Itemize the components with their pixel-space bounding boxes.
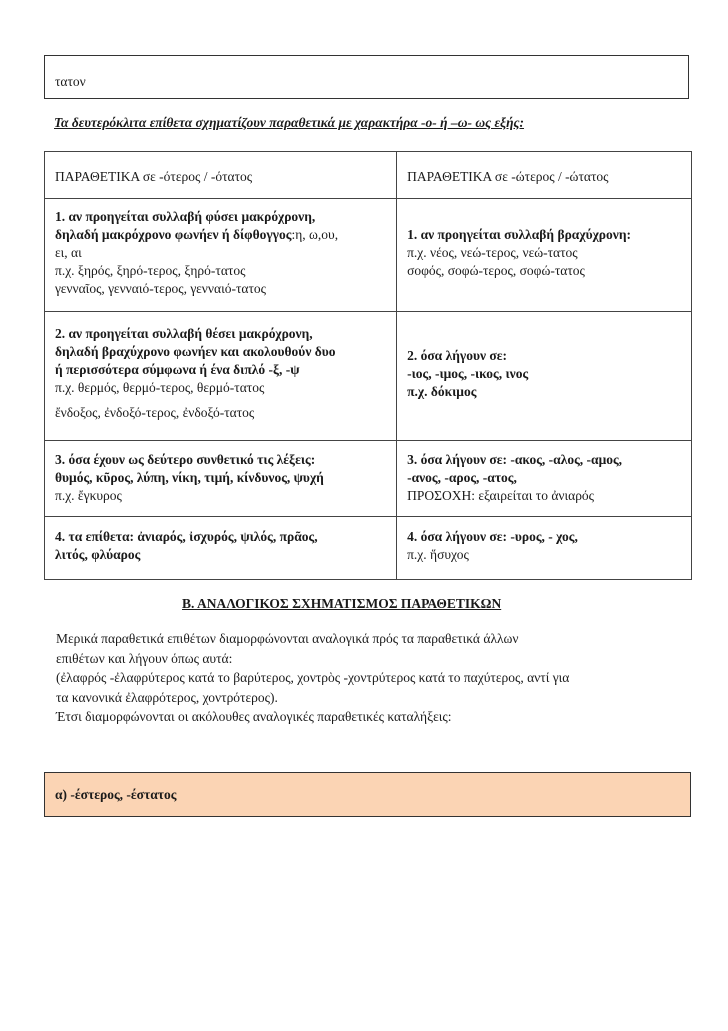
section-heading: Β. ΑΝΑΛΟΓΙΚΟΣ ΣΧΗΜΑΤΙΣΜΟΣ ΠΑΡΑΘΕΤΙΚΩΝ (182, 596, 502, 611)
row1-right-line3: σοφός, σοφώ-τερος, σοφώ-τατος (407, 263, 585, 278)
row1-left-line1: 1. αν προηγείται συλλαβή φύσει μακρόχρονη, (55, 209, 316, 224)
row1-left-line4: π.χ. ξηρός, ξηρό-τερος, ξηρό-τατος (55, 263, 246, 278)
row3-right-line3: ΠΡΟΣΟΧΗ: εξαιρείται το ἀνιαρός (407, 488, 595, 503)
row1-left-line5: γενναῖος, γενναιό-τερος, γενναιό-τατος (55, 281, 266, 296)
row4-right-line2: π.χ. ἥσυχος (407, 547, 469, 562)
row3-left (45, 441, 397, 517)
row1-left-line2 (55, 226, 396, 244)
row4-right (397, 517, 692, 580)
row4-left (45, 517, 397, 580)
row1-right-line1: 1. αν προηγείται συλλαβή βραχύχρονη: (407, 227, 631, 242)
row1-left-line2-bold: δηλαδή μακρόχρονο φωνήεν ή δίφθογγος (55, 227, 292, 242)
header-right: ΠΑΡΑΘΕΤΙΚΑ σε -ώτερος / -ώτατος (397, 152, 692, 199)
paragraph-line: επιθέτων και λήγουν όπως αυτά: (56, 650, 233, 666)
row1-right (397, 199, 692, 312)
top-text-box (44, 55, 689, 99)
row2-left (45, 312, 397, 441)
row3-right (397, 441, 692, 517)
row4-left-line1: 4. τα επίθετα: ἀνιαρός, ἰσχυρός, ψιλός, πρᾶος, (55, 529, 318, 544)
top-box-text: τατον (55, 74, 86, 89)
row2-right-line2: -ιος, -ιμος, -ικος, ινος (407, 366, 529, 381)
explanation-paragraph (56, 629, 686, 727)
row2-left-line4: π.χ. θερμός, θερμό-τερος, θερμό-τατος (55, 380, 265, 395)
row4-right-line1: 4. όσα λήγουν σε: -υρος, - χος, (407, 529, 578, 544)
row2-left-line2: δηλαδή βραχύχρονο φωνήεν και ακολουθούν δυο (55, 344, 336, 359)
row3-left-line3: π.χ. ἔγκυρος (55, 488, 122, 503)
row1-left (45, 199, 397, 312)
row3-left-line1: 3. όσα έχουν ως δεύτερο συνθετικό τις λέξεις: (55, 452, 316, 467)
row2-left-line1: 2. αν προηγείται συλλαβή θέσει μακρόχρονη, (55, 326, 313, 341)
row2-right (397, 312, 692, 441)
row1-right-line2: π.χ. νέος, νεώ-τερος, νεώ-τατος (407, 245, 578, 260)
row2-left-line5: ἔνδοξος, ἐνδοξό-τερος, ἐνδοξό-τατος (55, 405, 255, 420)
suffix-highlight-text: α) -έστερος, -έστατος (55, 787, 177, 802)
row1-left-line3: ει, αι (55, 245, 82, 260)
row2-right-line1: 2. όσα λήγουν σε: (407, 348, 507, 363)
row3-right-line1: 3. όσα λήγουν σε: -ακος, -αλος, -αμος, (407, 452, 623, 467)
row2-left-line3: ή περισσότερα σύμφωνα ή ένα διπλό -ξ, -ψ (55, 362, 300, 377)
paragraph-line: (ἐλαφρός -ἐλαφρύτερος κατά το βαρύτερος, χοντρὸς -χοντρύτερος κατά το παχύτερος, αντί για (56, 670, 570, 685)
row4-left-line2: λιτός, φλύαρος (55, 547, 141, 562)
comparatives-table (44, 151, 692, 580)
row3-right-line2: -ανος, -αρος, -ατος, (407, 470, 517, 485)
suffix-highlight-box (44, 772, 691, 817)
header-left: ΠΑΡΑΘΕΤΙΚΑ σε -ότερος / -ότατος (45, 152, 397, 199)
paragraph-line: Έτσι διαμορφώνονται οι ακόλουθες αναλογικές παραθετικές καταλήξεις: (56, 709, 452, 724)
paragraph-line: τα κανονικά ἐλαφρότερος, χοντρότερος). (56, 689, 278, 705)
row1-left-line2-rest: :η, ω,ου, (291, 227, 339, 242)
row3-left-line2: θυμός, κῦρος, λύπη, νίκη, τιμή, κίνδυνος, ψυχή (55, 470, 324, 485)
paragraph-line: Μερικά παραθετικά επιθέτων διαμορφώνονται αναλογικά πρός τα παραθετικά άλλων (56, 631, 519, 646)
row2-right-line3: π.χ. δόκιμος (407, 384, 477, 399)
intro-line: Τα δευτερόκλιτα επίθετα σχηματίζουν παραθετικά με χαρακτήρα -ο- ή –ω- ως εξής: (54, 115, 525, 130)
